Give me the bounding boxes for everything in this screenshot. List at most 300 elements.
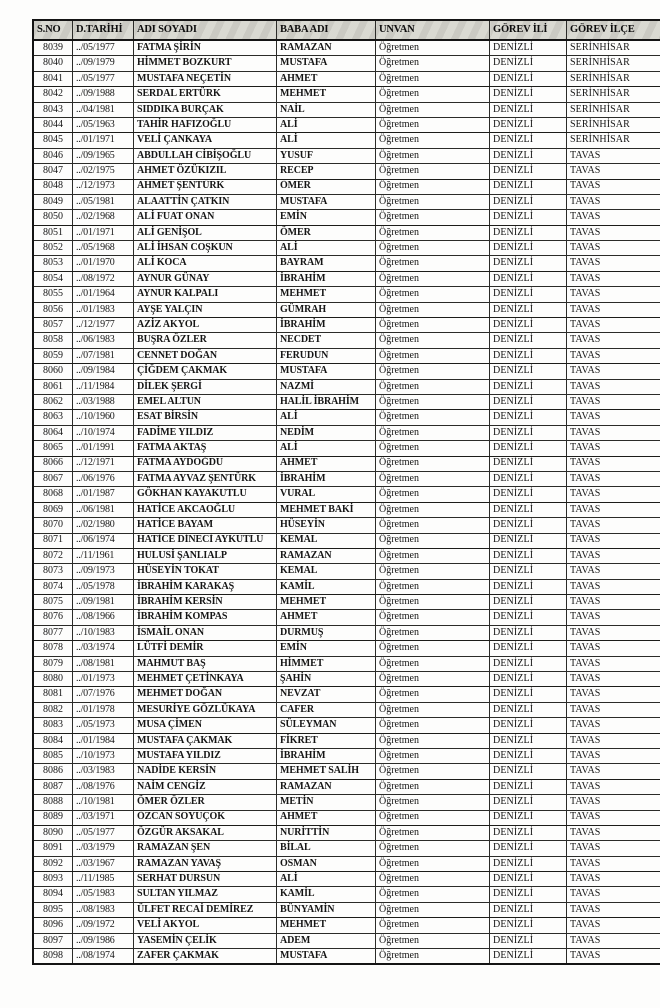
- cell-gorev_ilce: TAVAS: [567, 194, 660, 209]
- cell-unvan: Öğretmen: [376, 148, 490, 163]
- cell-d_tarihi: ../09/1979: [73, 56, 134, 71]
- cell-adi_soyadi: ÜLFET RECAİ DEMİREZ: [134, 902, 277, 917]
- cell-d_tarihi: ../06/1983: [73, 333, 134, 348]
- cell-unvan: Öğretmen: [376, 471, 490, 486]
- cell-gorev_ili: DENİZLİ: [490, 872, 567, 887]
- cell-gorev_ilce: TAVAS: [567, 949, 660, 965]
- cell-gorev_ilce: TAVAS: [567, 348, 660, 363]
- cell-d_tarihi: ../03/1979: [73, 841, 134, 856]
- cell-gorev_ili: DENİZLİ: [490, 364, 567, 379]
- cell-baba_adi: MEHMET: [277, 918, 376, 933]
- table-row: [33, 348, 660, 363]
- cell-adi_soyadi: SERHAT DURSUN: [134, 872, 277, 887]
- cell-adi_soyadi: İBRAHİM KARAKAŞ: [134, 579, 277, 594]
- cell-adi_soyadi: AZİZ AKYOL: [134, 318, 277, 333]
- cell-baba_adi: ÖMER: [277, 225, 376, 240]
- cell-unvan: Öğretmen: [376, 733, 490, 748]
- cell-gorev_ilce: TAVAS: [567, 456, 660, 471]
- cell-gorev_ilce: TAVAS: [567, 518, 660, 533]
- cell-unvan: Öğretmen: [376, 194, 490, 209]
- col-header-gorev_ilce: GÖREV İLÇE: [567, 20, 660, 40]
- cell-gorev_ili: DENİZLİ: [490, 918, 567, 933]
- cell-gorev_ili: DENİZLİ: [490, 825, 567, 840]
- cell-baba_adi: MUSTAFA: [277, 364, 376, 379]
- cell-gorev_ilce: TAVAS: [567, 256, 660, 271]
- cell-d_tarihi: ../10/1974: [73, 425, 134, 440]
- cell-s_no: 8096: [33, 918, 73, 933]
- cell-adi_soyadi: ALİ KOCA: [134, 256, 277, 271]
- cell-d_tarihi: ../02/1975: [73, 164, 134, 179]
- cell-adi_soyadi: HİMMET BOZKURT: [134, 56, 277, 71]
- cell-d_tarihi: ../02/1980: [73, 518, 134, 533]
- cell-baba_adi: KEMAL: [277, 564, 376, 579]
- cell-d_tarihi: ../05/1963: [73, 117, 134, 132]
- cell-gorev_ilce: TAVAS: [567, 779, 660, 794]
- table-row: [33, 610, 660, 625]
- cell-gorev_ilce: TAVAS: [567, 333, 660, 348]
- cell-unvan: Öğretmen: [376, 641, 490, 656]
- cell-baba_adi: GÜMRAH: [277, 302, 376, 317]
- cell-adi_soyadi: VELİ AKYOL: [134, 918, 277, 933]
- cell-s_no: 8059: [33, 348, 73, 363]
- table-row: [33, 71, 660, 86]
- cell-baba_adi: BİLAL: [277, 841, 376, 856]
- cell-d_tarihi: ../09/1988: [73, 87, 134, 102]
- cell-unvan: Öğretmen: [376, 533, 490, 548]
- col-header-d_tarihi: D.TARİHİ: [73, 20, 134, 40]
- cell-gorev_ili: DENİZLİ: [490, 133, 567, 148]
- cell-s_no: 8098: [33, 949, 73, 965]
- cell-baba_adi: RECEP: [277, 164, 376, 179]
- cell-s_no: 8092: [33, 856, 73, 871]
- cell-gorev_ilce: TAVAS: [567, 487, 660, 502]
- cell-gorev_ilce: TAVAS: [567, 164, 660, 179]
- cell-s_no: 8057: [33, 318, 73, 333]
- cell-s_no: 8094: [33, 887, 73, 902]
- cell-d_tarihi: ../08/1981: [73, 656, 134, 671]
- cell-gorev_ilce: TAVAS: [567, 641, 660, 656]
- cell-d_tarihi: ../03/1974: [73, 641, 134, 656]
- cell-d_tarihi: ../09/1981: [73, 595, 134, 610]
- table-body: [33, 40, 660, 964]
- cell-s_no: 8084: [33, 733, 73, 748]
- cell-baba_adi: RAMAZAN: [277, 779, 376, 794]
- table-row: [33, 748, 660, 763]
- cell-gorev_ilce: TAVAS: [567, 825, 660, 840]
- cell-adi_soyadi: FATMA ŞİRİN: [134, 40, 277, 56]
- cell-unvan: Öğretmen: [376, 225, 490, 240]
- cell-unvan: Öğretmen: [376, 364, 490, 379]
- cell-d_tarihi: ../08/1974: [73, 949, 134, 965]
- cell-unvan: Öğretmen: [376, 287, 490, 302]
- cell-d_tarihi: ../11/1961: [73, 548, 134, 563]
- cell-gorev_ili: DENİZLİ: [490, 502, 567, 517]
- cell-unvan: Öğretmen: [376, 856, 490, 871]
- cell-d_tarihi: ../05/1983: [73, 887, 134, 902]
- cell-adi_soyadi: İBRAHİM KERSİN: [134, 595, 277, 610]
- cell-baba_adi: MEHMET: [277, 595, 376, 610]
- cell-d_tarihi: ../03/1971: [73, 810, 134, 825]
- cell-s_no: 8066: [33, 456, 73, 471]
- cell-d_tarihi: ../08/1976: [73, 779, 134, 794]
- cell-d_tarihi: ../10/1973: [73, 748, 134, 763]
- cell-gorev_ili: DENİZLİ: [490, 318, 567, 333]
- cell-s_no: 8089: [33, 810, 73, 825]
- cell-gorev_ilce: TAVAS: [567, 471, 660, 486]
- cell-unvan: Öğretmen: [376, 702, 490, 717]
- cell-gorev_ili: DENİZLİ: [490, 548, 567, 563]
- cell-unvan: Öğretmen: [376, 179, 490, 194]
- cell-unvan: Öğretmen: [376, 872, 490, 887]
- cell-s_no: 8047: [33, 164, 73, 179]
- cell-adi_soyadi: CENNET DOĞAN: [134, 348, 277, 363]
- cell-s_no: 8061: [33, 379, 73, 394]
- cell-gorev_ilce: TAVAS: [567, 718, 660, 733]
- cell-baba_adi: ŞAHİN: [277, 672, 376, 687]
- table-row: [33, 318, 660, 333]
- cell-s_no: 8093: [33, 872, 73, 887]
- table-row: [33, 410, 660, 425]
- cell-gorev_ilce: TAVAS: [567, 364, 660, 379]
- cell-d_tarihi: ../09/1973: [73, 564, 134, 579]
- cell-unvan: Öğretmen: [376, 410, 490, 425]
- table-row: [33, 764, 660, 779]
- cell-d_tarihi: ../09/1972: [73, 918, 134, 933]
- table-row: [33, 564, 660, 579]
- cell-adi_soyadi: HULUSİ ŞANLIALP: [134, 548, 277, 563]
- cell-unvan: Öğretmen: [376, 87, 490, 102]
- cell-unvan: Öğretmen: [376, 456, 490, 471]
- cell-s_no: 8082: [33, 702, 73, 717]
- cell-baba_adi: NECDET: [277, 333, 376, 348]
- cell-gorev_ili: DENİZLİ: [490, 579, 567, 594]
- cell-d_tarihi: ../09/1986: [73, 933, 134, 948]
- cell-unvan: Öğretmen: [376, 810, 490, 825]
- cell-d_tarihi: ../08/1983: [73, 902, 134, 917]
- cell-adi_soyadi: SULTAN YILMAZ: [134, 887, 277, 902]
- cell-baba_adi: FERUDUN: [277, 348, 376, 363]
- cell-s_no: 8041: [33, 71, 73, 86]
- table-row: [33, 487, 660, 502]
- cell-gorev_ili: DENİZLİ: [490, 456, 567, 471]
- cell-gorev_ili: DENİZLİ: [490, 241, 567, 256]
- cell-gorev_ilce: TAVAS: [567, 933, 660, 948]
- cell-gorev_ili: DENİZLİ: [490, 856, 567, 871]
- cell-adi_soyadi: GÖKHAN KAYAKUTLU: [134, 487, 277, 502]
- cell-s_no: 8076: [33, 610, 73, 625]
- cell-unvan: Öğretmen: [376, 718, 490, 733]
- cell-gorev_ilce: TAVAS: [567, 702, 660, 717]
- table-row: [33, 102, 660, 117]
- cell-s_no: 8054: [33, 271, 73, 286]
- cell-gorev_ilce: TAVAS: [567, 579, 660, 594]
- cell-d_tarihi: ../09/1965: [73, 148, 134, 163]
- cell-adi_soyadi: MUSA ÇİMEN: [134, 718, 277, 733]
- cell-gorev_ili: DENİZLİ: [490, 302, 567, 317]
- cell-adi_soyadi: RAMAZAN YAVAŞ: [134, 856, 277, 871]
- cell-baba_adi: METİN: [277, 795, 376, 810]
- cell-s_no: 8068: [33, 487, 73, 502]
- cell-s_no: 8067: [33, 471, 73, 486]
- table-row: [33, 471, 660, 486]
- cell-gorev_ilce: TAVAS: [567, 610, 660, 625]
- table-row: [33, 779, 660, 794]
- cell-baba_adi: HİMMET: [277, 656, 376, 671]
- cell-s_no: 8073: [33, 564, 73, 579]
- cell-d_tarihi: ../06/1976: [73, 471, 134, 486]
- records-table: [32, 19, 660, 965]
- cell-gorev_ili: DENİZLİ: [490, 179, 567, 194]
- col-header-s_no: S.NO: [33, 20, 73, 40]
- cell-adi_soyadi: ALİ GENİŞOL: [134, 225, 277, 240]
- cell-d_tarihi: ../04/1981: [73, 102, 134, 117]
- table-row: [33, 333, 660, 348]
- table-row: [33, 117, 660, 132]
- table-row: [33, 887, 660, 902]
- cell-adi_soyadi: ÖZGÜR AKSAKAL: [134, 825, 277, 840]
- cell-s_no: 8064: [33, 425, 73, 440]
- cell-d_tarihi: ../05/1968: [73, 241, 134, 256]
- cell-baba_adi: MEHMET SALİH: [277, 764, 376, 779]
- cell-gorev_ili: DENİZLİ: [490, 702, 567, 717]
- cell-adi_soyadi: MUSTAFA YILDIZ: [134, 748, 277, 763]
- cell-s_no: 8083: [33, 718, 73, 733]
- cell-s_no: 8077: [33, 625, 73, 640]
- cell-adi_soyadi: DİLEK ŞERGİ: [134, 379, 277, 394]
- cell-adi_soyadi: YASEMİN ÇELİK: [134, 933, 277, 948]
- cell-d_tarihi: ../06/1974: [73, 533, 134, 548]
- cell-gorev_ili: DENİZLİ: [490, 625, 567, 640]
- cell-unvan: Öğretmen: [376, 333, 490, 348]
- cell-gorev_ili: DENİZLİ: [490, 810, 567, 825]
- cell-s_no: 8043: [33, 102, 73, 117]
- cell-gorev_ilce: SERİNHİSAR: [567, 117, 660, 132]
- cell-adi_soyadi: AHMET ÖZÜKIZIL: [134, 164, 277, 179]
- table-row: [33, 225, 660, 240]
- cell-adi_soyadi: VELİ ÇANKAYA: [134, 133, 277, 148]
- cell-d_tarihi: ../10/1981: [73, 795, 134, 810]
- cell-d_tarihi: ../06/1981: [73, 502, 134, 517]
- table-row: [33, 841, 660, 856]
- cell-unvan: Öğretmen: [376, 579, 490, 594]
- cell-s_no: 8053: [33, 256, 73, 271]
- table-row: [33, 579, 660, 594]
- cell-gorev_ili: DENİZLİ: [490, 287, 567, 302]
- cell-s_no: 8095: [33, 902, 73, 917]
- cell-gorev_ili: DENİZLİ: [490, 533, 567, 548]
- cell-unvan: Öğretmen: [376, 564, 490, 579]
- cell-baba_adi: BÜNYAMİN: [277, 902, 376, 917]
- cell-adi_soyadi: AHMET ŞENTÜRK: [134, 179, 277, 194]
- cell-s_no: 8049: [33, 194, 73, 209]
- cell-unvan: Öğretmen: [376, 271, 490, 286]
- cell-unvan: Öğretmen: [376, 164, 490, 179]
- cell-s_no: 8091: [33, 841, 73, 856]
- cell-d_tarihi: ../11/1984: [73, 379, 134, 394]
- cell-baba_adi: İBRAHİM: [277, 748, 376, 763]
- cell-adi_soyadi: FADİME YILDIZ: [134, 425, 277, 440]
- cell-unvan: Öğretmen: [376, 348, 490, 363]
- cell-adi_soyadi: İBRAHİM KOMPAS: [134, 610, 277, 625]
- cell-s_no: 8048: [33, 179, 73, 194]
- cell-baba_adi: ÖMER: [277, 179, 376, 194]
- cell-s_no: 8090: [33, 825, 73, 840]
- cell-gorev_ilce: TAVAS: [567, 902, 660, 917]
- cell-s_no: 8051: [33, 225, 73, 240]
- table-row: [33, 718, 660, 733]
- cell-s_no: 8078: [33, 641, 73, 656]
- cell-baba_adi: AHMET: [277, 456, 376, 471]
- col-header-unvan: UNVAN: [376, 20, 490, 40]
- cell-s_no: 8042: [33, 87, 73, 102]
- table-row: [33, 548, 660, 563]
- cell-baba_adi: CAFER: [277, 702, 376, 717]
- cell-gorev_ilce: TAVAS: [567, 318, 660, 333]
- cell-adi_soyadi: MUSTAFA ÇAKMAK: [134, 733, 277, 748]
- table-row: [33, 595, 660, 610]
- cell-gorev_ili: DENİZLİ: [490, 518, 567, 533]
- cell-gorev_ili: DENİZLİ: [490, 733, 567, 748]
- cell-unvan: Öğretmen: [376, 548, 490, 563]
- cell-d_tarihi: ../08/1972: [73, 271, 134, 286]
- cell-baba_adi: YUSUF: [277, 148, 376, 163]
- cell-gorev_ilce: TAVAS: [567, 656, 660, 671]
- cell-d_tarihi: ../11/1985: [73, 872, 134, 887]
- cell-gorev_ili: DENİZLİ: [490, 40, 567, 56]
- cell-s_no: 8072: [33, 548, 73, 563]
- cell-gorev_ili: DENİZLİ: [490, 902, 567, 917]
- cell-gorev_ili: DENİZLİ: [490, 256, 567, 271]
- cell-gorev_ilce: TAVAS: [567, 287, 660, 302]
- cell-unvan: Öğretmen: [376, 425, 490, 440]
- cell-unvan: Öğretmen: [376, 117, 490, 132]
- table-row: [33, 795, 660, 810]
- cell-s_no: 8039: [33, 40, 73, 56]
- cell-baba_adi: NAİL: [277, 102, 376, 117]
- cell-gorev_ili: DENİZLİ: [490, 841, 567, 856]
- cell-adi_soyadi: ÖMER ÖZLER: [134, 795, 277, 810]
- cell-baba_adi: KAMİL: [277, 887, 376, 902]
- cell-unvan: Öğretmen: [376, 610, 490, 625]
- cell-baba_adi: RAMAZAN: [277, 548, 376, 563]
- cell-d_tarihi: ../03/1983: [73, 764, 134, 779]
- cell-gorev_ilce: SERİNHİSAR: [567, 40, 660, 56]
- cell-baba_adi: MEHMET: [277, 287, 376, 302]
- cell-gorev_ilce: TAVAS: [567, 764, 660, 779]
- cell-unvan: Öğretmen: [376, 949, 490, 965]
- cell-d_tarihi: ../01/1978: [73, 702, 134, 717]
- cell-adi_soyadi: EMEL ALTUN: [134, 394, 277, 409]
- cell-gorev_ili: DENİZLİ: [490, 949, 567, 965]
- cell-d_tarihi: ../01/1971: [73, 225, 134, 240]
- cell-unvan: Öğretmen: [376, 518, 490, 533]
- cell-baba_adi: SÜLEYMAN: [277, 718, 376, 733]
- cell-adi_soyadi: ALAATTİN ÇATKIN: [134, 194, 277, 209]
- cell-s_no: 8071: [33, 533, 73, 548]
- cell-baba_adi: NEVZAT: [277, 687, 376, 702]
- cell-baba_adi: MUSTAFA: [277, 949, 376, 965]
- cell-unvan: Öğretmen: [376, 764, 490, 779]
- cell-baba_adi: FİKRET: [277, 733, 376, 748]
- cell-gorev_ilce: TAVAS: [567, 810, 660, 825]
- cell-gorev_ili: DENİZLİ: [490, 394, 567, 409]
- cell-adi_soyadi: HATİCE AKCAOĞLU: [134, 502, 277, 517]
- table-row: [33, 40, 660, 56]
- cell-s_no: 8069: [33, 502, 73, 517]
- cell-gorev_ili: DENİZLİ: [490, 87, 567, 102]
- header-row: [33, 20, 660, 40]
- cell-gorev_ili: DENİZLİ: [490, 764, 567, 779]
- cell-gorev_ilce: TAVAS: [567, 625, 660, 640]
- cell-gorev_ilce: TAVAS: [567, 672, 660, 687]
- cell-adi_soyadi: MAHMUT BAŞ: [134, 656, 277, 671]
- table-row: [33, 364, 660, 379]
- cell-d_tarihi: ../10/1983: [73, 625, 134, 640]
- cell-adi_soyadi: HATİCE DİNECİ AYKUTLU: [134, 533, 277, 548]
- cell-baba_adi: KAMİL: [277, 579, 376, 594]
- cell-s_no: 8046: [33, 148, 73, 163]
- cell-baba_adi: EMİN: [277, 210, 376, 225]
- table-row: [33, 379, 660, 394]
- cell-gorev_ilce: TAVAS: [567, 271, 660, 286]
- cell-gorev_ilce: TAVAS: [567, 441, 660, 456]
- cell-baba_adi: AHMET: [277, 610, 376, 625]
- cell-d_tarihi: ../01/1970: [73, 256, 134, 271]
- cell-baba_adi: ALİ: [277, 133, 376, 148]
- cell-gorev_ilce: TAVAS: [567, 887, 660, 902]
- cell-gorev_ilce: TAVAS: [567, 533, 660, 548]
- cell-unvan: Öğretmen: [376, 502, 490, 517]
- cell-baba_adi: ALİ: [277, 241, 376, 256]
- cell-adi_soyadi: AYNUR KALPALI: [134, 287, 277, 302]
- cell-gorev_ilce: SERİNHİSAR: [567, 71, 660, 86]
- cell-d_tarihi: ../08/1966: [73, 610, 134, 625]
- cell-adi_soyadi: SIDDIKA BURÇAK: [134, 102, 277, 117]
- cell-d_tarihi: ../12/1977: [73, 318, 134, 333]
- cell-gorev_ilce: TAVAS: [567, 872, 660, 887]
- cell-d_tarihi: ../05/1981: [73, 194, 134, 209]
- table-row: [33, 456, 660, 471]
- cell-unvan: Öğretmen: [376, 795, 490, 810]
- cell-baba_adi: EMİN: [277, 641, 376, 656]
- cell-adi_soyadi: İSMAİL ONAN: [134, 625, 277, 640]
- cell-unvan: Öğretmen: [376, 102, 490, 117]
- table-row: [33, 256, 660, 271]
- table-row: [33, 702, 660, 717]
- cell-s_no: 8058: [33, 333, 73, 348]
- cell-gorev_ilce: TAVAS: [567, 502, 660, 517]
- cell-gorev_ili: DENİZLİ: [490, 687, 567, 702]
- cell-d_tarihi: ../10/1960: [73, 410, 134, 425]
- cell-unvan: Öğretmen: [376, 241, 490, 256]
- cell-baba_adi: KEMAL: [277, 533, 376, 548]
- table-row: [33, 56, 660, 71]
- cell-s_no: 8080: [33, 672, 73, 687]
- cell-adi_soyadi: HATİCE BAYAM: [134, 518, 277, 533]
- cell-d_tarihi: ../01/1964: [73, 287, 134, 302]
- cell-gorev_ili: DENİZLİ: [490, 271, 567, 286]
- table-row: [33, 918, 660, 933]
- cell-adi_soyadi: NAİM CENGİZ: [134, 779, 277, 794]
- cell-s_no: 8050: [33, 210, 73, 225]
- cell-adi_soyadi: FATMA AKTAŞ: [134, 441, 277, 456]
- cell-baba_adi: BAYRAM: [277, 256, 376, 271]
- cell-unvan: Öğretmen: [376, 210, 490, 225]
- cell-adi_soyadi: ÇİĞDEM ÇAKMAK: [134, 364, 277, 379]
- cell-baba_adi: ALİ: [277, 441, 376, 456]
- cell-s_no: 8081: [33, 687, 73, 702]
- table-row: [33, 949, 660, 965]
